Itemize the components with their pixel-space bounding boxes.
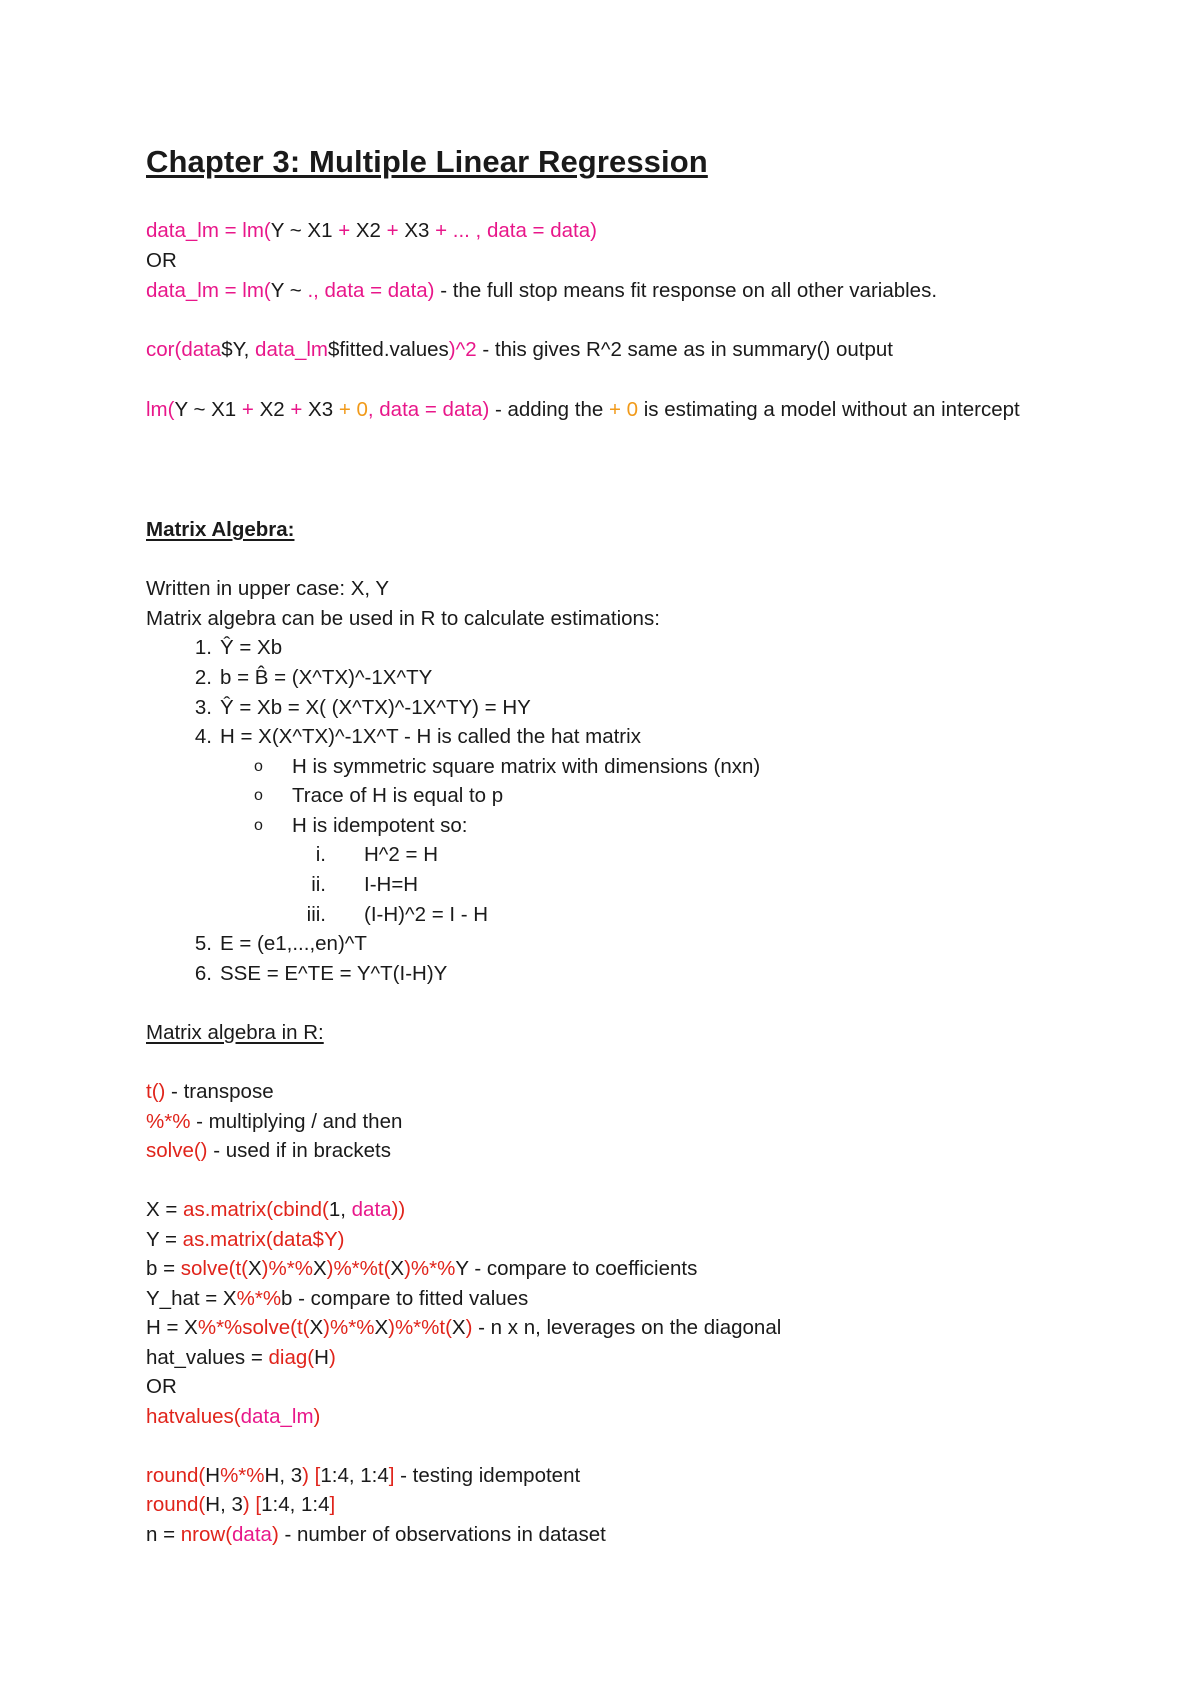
code-token: hatvalues( [146,1405,241,1428]
code-token: b = [146,1257,181,1280]
description-text: - adding the [489,398,609,421]
list-item [146,929,1046,959]
code-token: + ... , [435,219,487,242]
code-token: 1:4, 1:4 [261,1493,330,1516]
cor-line [146,335,893,365]
code-token: data [232,1523,272,1546]
code-line [146,1313,781,1343]
code-token: t() [146,1080,166,1103]
list-text: Ŷ = Xb = X( (X^TX)^-1X^TY) = HY [220,696,531,719]
intro-text: Matrix algebra can be used in R to calculate estimations: [146,607,660,630]
code-token: , data = data) [367,398,490,421]
code-token: )) [391,1198,406,1221]
code-token: data_lm [255,338,328,361]
bullet-text: H is symmetric square matrix with dimensions (nxn) [292,755,761,778]
list-number: 2. [194,666,212,689]
code-token: %*% [236,1287,282,1310]
bullet-item [146,811,1046,841]
description-text: - used if in brackets [207,1139,391,1162]
code-token: Y ~ X1 [270,219,339,242]
intro-text: Written in upper case: X, Y [146,577,390,600]
code-token: + [290,398,309,421]
code-token: X2 [355,219,387,242]
list-item [146,722,1046,752]
code-token: + [386,219,405,242]
list-text: E = (e1,...,en)^T [220,932,367,955]
matrix-in-r-subheading: Matrix algebra in R: [146,1021,324,1044]
code-token: n = [146,1523,181,1546]
circle-bullet-icon: o [254,817,263,834]
code-line [146,1225,344,1255]
code-token: ) [271,1523,279,1546]
code-token: as.matrix(data$Y) [182,1228,345,1251]
roman-text: I-H=H [364,873,419,896]
code-token: + [241,398,260,421]
code-token: ) [465,1316,473,1339]
code-token: + 0 [338,398,368,421]
code-token: H, 3 [205,1493,243,1516]
description-text: b - compare to fitted values [281,1287,529,1310]
list-number: 3. [194,696,212,719]
code-token: lm( [146,398,175,421]
roman-numeral: iii. [306,903,326,926]
roman-item [146,840,1046,870]
lm-no-intercept-line [146,395,1046,425]
roman-numeral: i. [315,843,326,866]
code-token: Y ~ [270,279,308,302]
description-text: - number of observations in dataset [278,1523,606,1546]
code-line [146,1461,580,1491]
code-line [146,1402,320,1432]
description-text: - the full stop means fit response on all other variables. [434,279,938,302]
code-token: as.matrix(cbind( [183,1198,329,1221]
code-line [146,1195,405,1225]
code-line [146,1490,335,1520]
list-number: 4. [194,725,212,748]
code-token: data [181,338,222,361]
code-token: 1, [328,1198,352,1221]
code-token: data_lm = lm( [146,279,271,302]
roman-numeral: ii. [311,873,326,896]
bullet-item [146,752,1046,782]
code-token: 1:4, 1:4 [320,1464,389,1487]
function-line [146,1077,274,1107]
code-token: Y_hat = X [146,1287,237,1310]
list-text: SSE = E^TE = Y^T(I-H)Y [220,962,448,985]
description-text: - transpose [165,1080,274,1103]
bullet-item [146,781,1046,811]
code-token: round( [146,1493,206,1516]
list-number: 6. [194,962,212,985]
code-token: )%*%t( [326,1257,391,1280]
circle-bullet-icon: o [254,758,263,775]
lm-dot-line [146,276,937,306]
code-line [146,1343,336,1373]
list-number: 5. [194,932,212,955]
function-line [146,1107,402,1137]
code-token: nrow( [180,1523,233,1546]
lm-formula-line [146,216,597,246]
description-text: - this gives R^2 same as in summary() output [476,338,893,361]
code-token: X [312,1257,327,1280]
description-text: - multiplying / and then [190,1110,403,1133]
code-token: )^2 [448,338,477,361]
circle-bullet-icon: o [254,787,263,804]
code-token: X [309,1316,324,1339]
code-token: %*% [146,1110,191,1133]
code-token: H [205,1464,221,1487]
code-token: ) [ [302,1464,321,1487]
function-line [146,1136,391,1166]
code-token: $Y, [221,338,256,361]
code-token: X [451,1316,466,1339]
code-token: solve() [146,1139,208,1162]
code-token: ) [328,1346,336,1369]
code-token: X [247,1257,262,1280]
code-token: data = data) [486,219,597,242]
list-text: b = B̂ = (X^TX)^-1X^TY [220,666,433,689]
code-token: cor( [146,338,182,361]
or-text: OR [146,1375,177,1398]
code-token: H, 3 [264,1464,303,1487]
list-item [146,959,1046,989]
bullet-text: Trace of H is equal to p [292,784,504,807]
list-item [146,693,1046,723]
code-token: solve(t( [180,1257,248,1280]
code-token: data [351,1198,392,1221]
code-token: X [374,1316,389,1339]
list-item [146,633,1046,663]
bullet-text: H is idempotent so: [292,814,468,837]
code-token: %*% [220,1464,265,1487]
list-text: H = X(X^TX)^-1X^T - H is called the hat matrix [220,725,641,748]
code-token: ., data = data) [307,279,435,302]
roman-item [146,870,1046,900]
code-token: ) [ [242,1493,262,1516]
roman-item [146,900,1046,930]
code-token: hat_values = [146,1346,269,1369]
code-token: )%*% [323,1316,375,1339]
code-token: )%*% [404,1257,456,1280]
list-number: 1. [194,636,212,659]
code-line [146,1284,528,1314]
code-token: round( [146,1464,206,1487]
code-token: data_lm [240,1405,314,1428]
list-text: Ŷ = Xb [220,636,283,659]
code-token: + 0 [608,398,639,421]
code-token: H = X [146,1316,198,1339]
code-token: diag( [268,1346,315,1369]
description-text: - testing idempotent [394,1464,581,1487]
code-token: X2 [259,398,291,421]
code-token: X3 [308,398,339,421]
code-token: X3 [404,219,436,242]
code-token: ] [388,1464,395,1487]
code-token: Y = [146,1228,183,1251]
code-token: + [338,219,356,242]
code-token: X [390,1257,405,1280]
code-line [146,1520,606,1550]
code-token: )%*% [261,1257,313,1280]
chapter-title: Chapter 3: Multiple Linear Regression [146,144,708,179]
roman-text: (I-H)^2 = I - H [364,903,489,926]
code-line [146,1254,697,1284]
code-token: ] [329,1493,336,1516]
description-text: is estimating a model without an intercept [638,398,1020,421]
roman-text: H^2 = H [364,843,438,866]
code-token: $fitted.values [327,338,449,361]
description-text: - n x n, leverages on the diagonal [472,1316,782,1339]
code-token: X = [146,1198,184,1221]
list-item [146,663,1046,693]
code-token: )%*%t( [388,1316,452,1339]
matrix-algebra-heading: Matrix Algebra: [146,518,295,541]
description-text: Y - compare to coefficients [455,1257,698,1280]
code-token: ) [313,1405,321,1428]
code-token: Y ~ X1 [174,398,242,421]
code-token: %*%solve(t( [197,1316,310,1339]
code-token: data_lm = lm( [146,219,271,242]
or-text: OR [146,249,177,272]
code-token: H [314,1346,329,1369]
